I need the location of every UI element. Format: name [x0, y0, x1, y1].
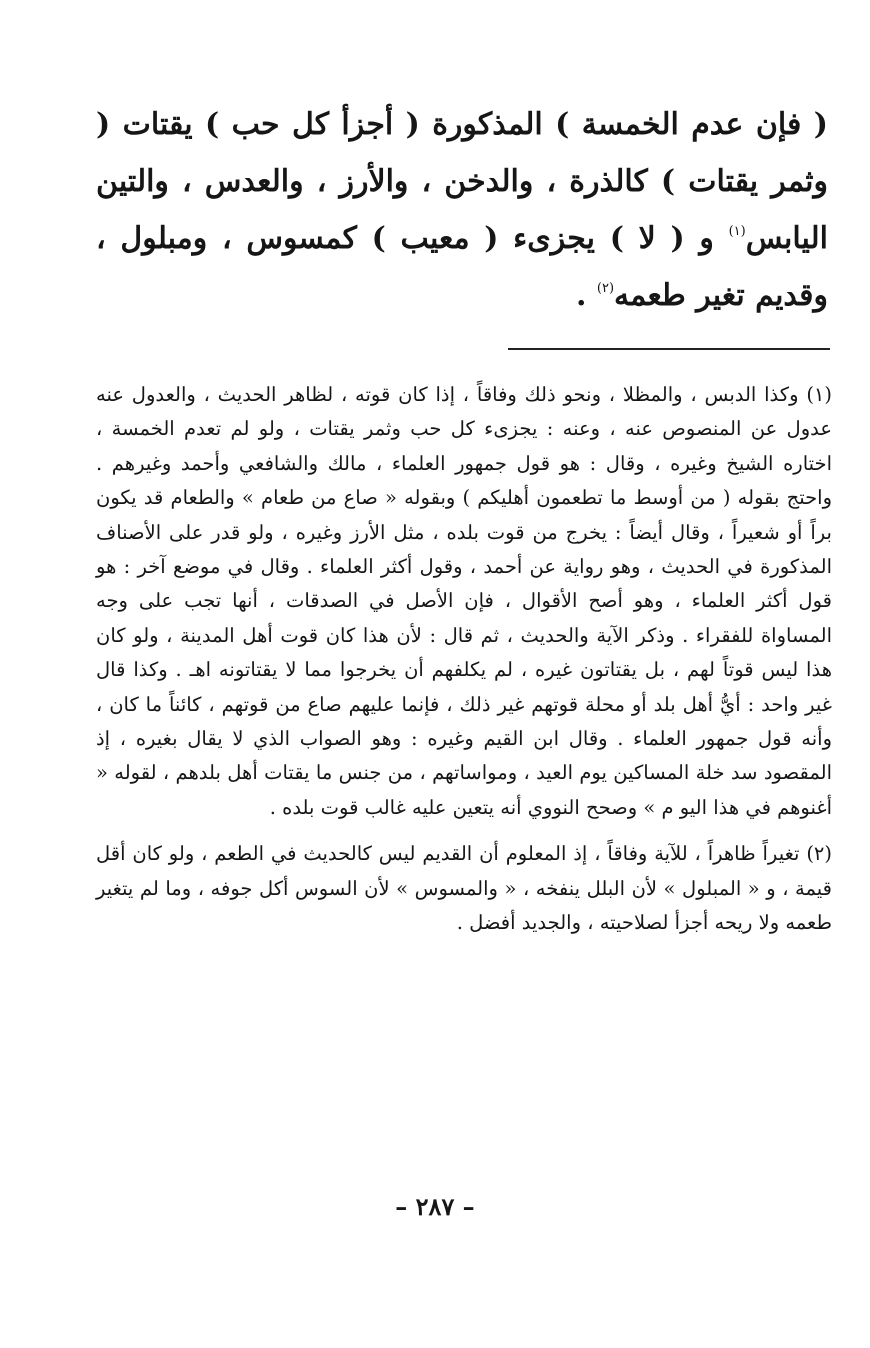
main-text-part-1: ( فإن عدم الخمسة ) المذكورة ( أجزأ كل حب ) يقتات ( وثمر يقتات ) كالذرة ، والدخن ، والأرز ، والعدس ، والتين اليابس	[96, 107, 828, 256]
footnote-marker-2: (٢)	[596, 281, 615, 296]
main-text	[96, 96, 828, 324]
footnote-2	[96, 837, 832, 940]
page-number: – ٢٨٧ –	[395, 1192, 475, 1221]
main-text-part-2: و ( لا ) يجزىء ( معيب ) كمسوس ، ومبلول ، وقديم تغير طعمه	[96, 221, 828, 313]
footnote-2-text: تغيراً ظاهراً ، للآية وفاقاً ، إذ المعلوم أن القديم ليس كالحديث في الطعم ، ولو كان أقل قيمة ، و « المبلول » لأن البلل ينفخه ، « والمسوس » لأن السوس أكل جوفه ، وما لم يتغير طعمه ولا ريحه أجزأ لصلاحيته ، والجديد أفضل .	[96, 842, 832, 935]
footnote-1-number: (١)	[806, 383, 833, 406]
main-text-part-3: .	[575, 278, 597, 313]
footnotes-section	[96, 378, 832, 941]
footnote-separator-rule	[508, 348, 830, 350]
main-paragraph	[96, 96, 828, 324]
footnote-marker-1: (١)	[728, 224, 746, 239]
footnote-1-text: وكذا الدبس ، والمظلا ، ونحو ذلك وفاقاً ، إذا كان قوته ، لظاهر الحديث ، والعدول عنه عدول عن المنصوص عنه ، وعنه : يجزىء كل حب وثمر يقتات ، ولو لم تعدم الخمسة ، اختاره الشيخ وغيره ، وقال : هو قول جمهور العلماء ، مالك والشافعي وأحمد وغيرهم . واحتج بقوله ( من أوسط ما تطعمون أهليكم ) وبقوله « صاع من طعام » والطعام قد يكون براً أو شعيراً ، وقال أيضاً : يخرج من قوت بلده ، مثل الأرز وغيره ، ولو قدر على الأصناف المذكورة في الحديث ، وهو رواية عن أحمد ، وقول أكثر العلماء . وقال في موضع آخر : هو قول أكثر العلماء ، وهو أصح الأقوال ، فإن الأصل في الصدقات ، أنها تجب على وجه المساواة للفقراء . وذكر الآية والحديث ، ثم قال : لأن هذا كان قوت أهل المدينة ، ولو كان هذا ليس قوتاً لهم ، بل يقتاتون غيره ، لم يكلفهم أن يخرجوا مما لا يقتاتونه اهـ . وكذا قال غير واحد : أيُّ أهل بلد أو محلة قوتهم غير ذلك ، فإنما عليهم صاع من قوتهم ، كائناً ما كان ، وأنه قول جمهور العلماء . وقال ابن القيم وغيره : وهو الصواب الذي لا يقال بغيره ، إذ المقصود سد خلة المساكين يوم العيد ، ومواساتهم ، من جنس ما يقتات أهل بلدهم ، لقوله « أغنوهم في هذا اليو م » وصحح النووي أنه يتعين عليه غالب قوت بلده .	[96, 383, 832, 819]
footnote-1	[96, 378, 832, 825]
footnote-2-number: (٢)	[806, 842, 833, 866]
